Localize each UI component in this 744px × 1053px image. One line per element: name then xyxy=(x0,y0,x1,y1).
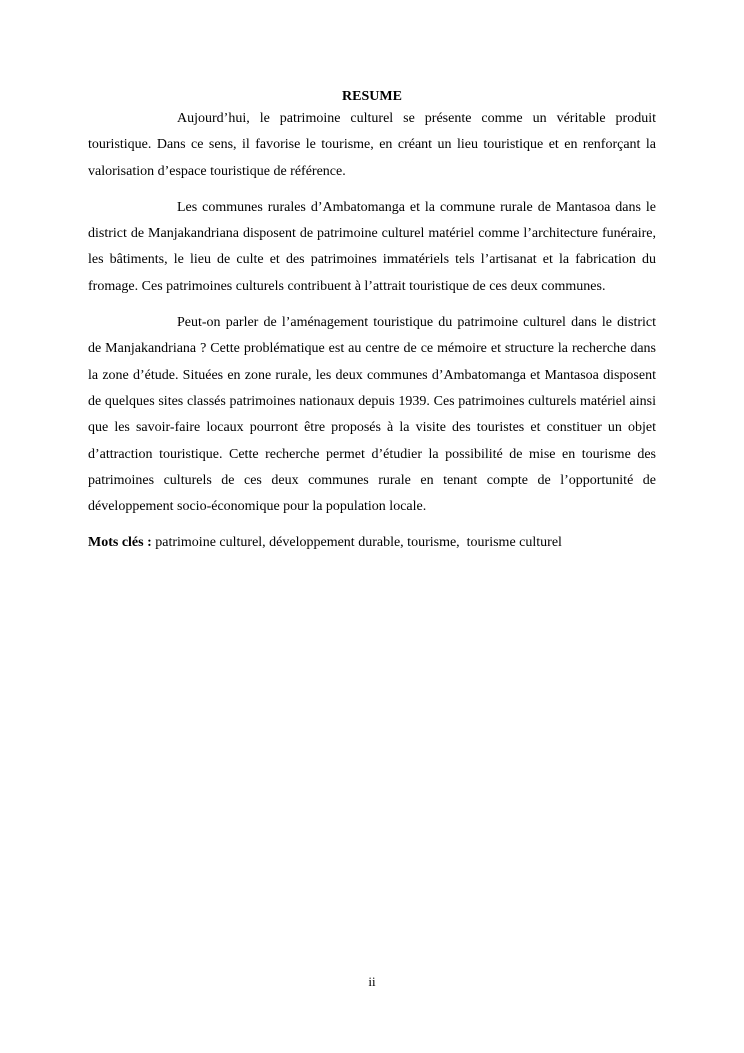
document-title: RESUME xyxy=(342,89,402,104)
keywords-text: patrimoine culturel, développement durable, tourisme, tourisme culturel xyxy=(151,535,562,551)
paragraph-intro: Aujourd’hui, le patrimoine culturel se présente comme un véritable produit touristique. Dans ce sens, il favorise le tourisme, en créant un lieu touristique et en renforçant la valorisation d’espace touristique de référence. xyxy=(88,111,656,179)
document-body xyxy=(88,86,656,556)
page-number: ii xyxy=(368,974,376,989)
paragraph-communes: Les communes rurales d’Ambatomanga et la commune rurale de Mantasoa dans le district de Manjakandriana disposent de patrimoine culturel matériel comme l’architecture funéraire, les bâtiments, le lieu de culte et des patrimoines immatériels tels l’artisanat et la fabrication du fromage. Ces patrimoines culturels contribuent à l’attrait touristique de ces deux communes. xyxy=(88,199,656,294)
keywords-line xyxy=(88,530,656,556)
keywords-label: Mots clés : xyxy=(88,535,152,551)
paragraph-research: Peut-on parler de l’aménagement touristique du patrimoine culturel dans le district de Manjakandriana ? Cette problématique est au centre de ce mémoire et structure la recherche dans la zone d’étude. Situées en zone rurale, les deux communes d’Ambatomanga et Mantasoa disposent de quelques sites classés patrimoines nationaux depuis 1939. Ces patrimoines culturels matériel ainsi que les savoir-faire locaux pourront être proposés à la visite des touristes et constituer un objet d’attraction touristique. Cette recherche permet d’étudier la possibilité de mise en tourisme des patrimoines culturels de ces deux communes rurale en tenant compte de l’opportunité de développement socio-économique pour la population locale. xyxy=(88,315,656,515)
